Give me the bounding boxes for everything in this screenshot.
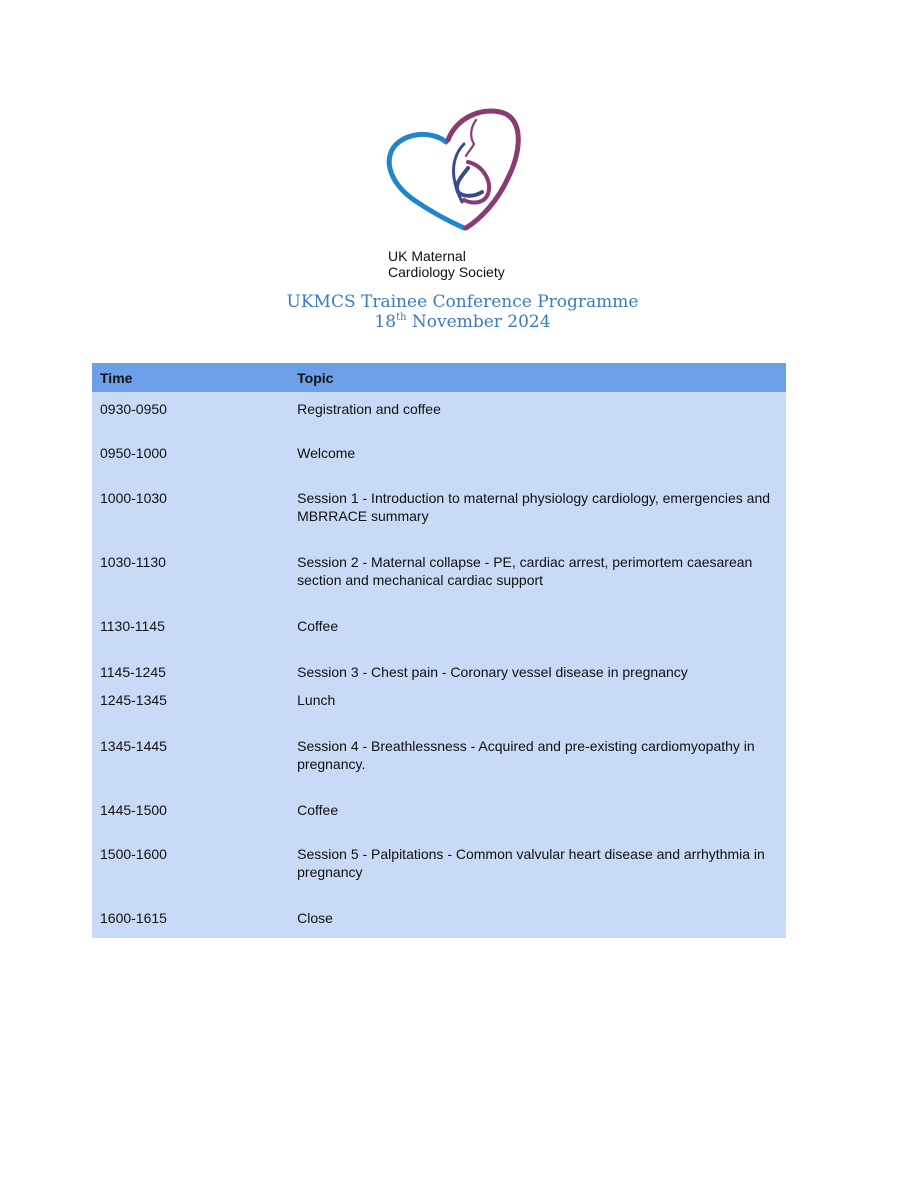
row-topic: Lunch xyxy=(289,683,786,729)
organization-name xyxy=(388,248,505,280)
header-topic: Topic xyxy=(289,363,786,392)
programme-table xyxy=(92,363,786,938)
title-date-day: 18 xyxy=(374,312,397,332)
table-row xyxy=(92,683,786,729)
title-date xyxy=(0,312,905,332)
row-time: 1600-1615 xyxy=(92,901,289,938)
row-topic: Coffee xyxy=(289,793,786,837)
row-time: 1145-1245 xyxy=(92,655,289,683)
row-topic: Registration and coffee xyxy=(289,392,786,436)
row-time: 0950-1000 xyxy=(92,436,289,481)
row-time: 1245-1345 xyxy=(92,683,289,729)
logo-figure-head xyxy=(466,120,476,156)
organization-name-line1: UK Maternal xyxy=(388,248,466,264)
table-row xyxy=(92,837,786,901)
row-topic: Session 1 - Introduction to maternal physiology cardiology, emergencies and MBRRACE summary xyxy=(289,481,786,545)
table-row xyxy=(92,392,786,436)
table-row xyxy=(92,655,786,683)
row-topic: Session 4 - Breathlessness - Acquired and pre-existing cardiomyopathy in pregnancy. xyxy=(289,729,786,793)
row-time: 1500-1600 xyxy=(92,837,289,901)
row-topic: Session 3 - Chest pain - Coronary vessel disease in pregnancy xyxy=(289,655,786,683)
title-date-rest: November 2024 xyxy=(406,312,551,332)
table-row xyxy=(92,481,786,545)
row-time: 1445-1500 xyxy=(92,793,289,837)
logo-heart-blue-stroke xyxy=(389,134,464,228)
programme-body xyxy=(92,392,786,938)
row-topic: Session 2 - Maternal collapse - PE, cardiac arrest, perimortem caesarean section and mechanical cardiac support xyxy=(289,545,786,609)
row-topic: Welcome xyxy=(289,436,786,481)
table-header-row xyxy=(92,363,786,392)
table-row xyxy=(92,901,786,938)
table-row xyxy=(92,436,786,481)
title-date-suffix: th xyxy=(396,312,407,323)
document-title xyxy=(0,292,905,332)
organization-name-line2: Cardiology Society xyxy=(388,264,505,280)
table-row xyxy=(92,793,786,837)
row-time: 1030-1130 xyxy=(92,545,289,609)
header-time: Time xyxy=(92,363,289,392)
logo-figure-arm xyxy=(457,168,482,196)
row-time: 1000-1030 xyxy=(92,481,289,545)
table-row xyxy=(92,729,786,793)
row-time: 1345-1445 xyxy=(92,729,289,793)
table-row xyxy=(92,609,786,655)
title-line1: UKMCS Trainee Conference Programme xyxy=(286,292,639,312)
maternal-heart-logo-icon xyxy=(384,104,534,234)
row-time: 0930-0950 xyxy=(92,392,289,436)
row-topic: Coffee xyxy=(289,609,786,655)
row-topic: Session 5 - Palpitations - Common valvular heart disease and arrhythmia in pregnancy xyxy=(289,837,786,901)
table-row xyxy=(92,545,786,609)
row-topic: Close xyxy=(289,901,786,938)
row-time: 1130-1145 xyxy=(92,609,289,655)
